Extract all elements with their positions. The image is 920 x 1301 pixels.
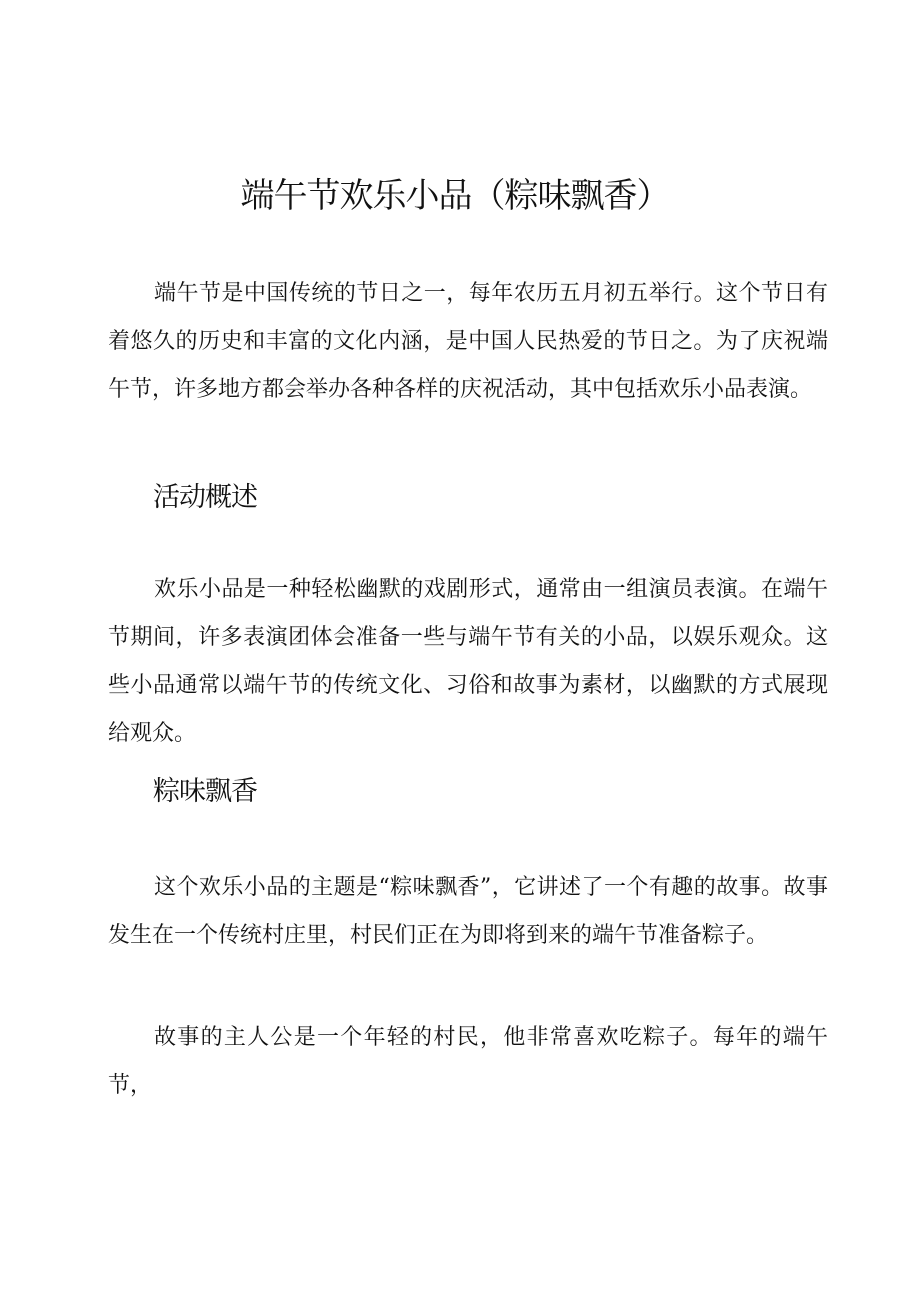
paragraph-overview: 欢乐小品是一种轻松幽默的戏剧形式，通常由一组演员表演。在端午节期间，许多表演团体会准备一些与端午节有关的小品，以娱乐观众。这些小品通常以端午节的传统文化、习俗和故事为素材，以幽默的方式展现给观众。 <box>108 577 828 746</box>
paragraph-intro: 端午节是中国传统的节日之一，每年农历五月初五举行。这个节日有着悠久的历史和丰富的文化内涵，是中国人民热爱的节日之。为了庆祝端午节，许多地方都会举办各种各样的庆祝活动，其中包括欢乐小品表演。 <box>108 281 828 402</box>
paragraph-story-1: 这个欢乐小品的主题是“粽味飘香”，它讲述了一个有趣的故事。故事发生在一个传统村庄里，村民们正在为即将到来的端午节准备粽子。 <box>108 875 828 948</box>
section-heading-zongwei: 粽味飘香 <box>153 776 257 807</box>
section-heading-overview: 活动概述 <box>153 482 257 513</box>
document-title: 端午节欢乐小品（粽味飘香） <box>240 176 670 216</box>
paragraph-story-2: 故事的主人公是一个年轻的村民，他非常喜欢吃粽子。每年的端午节， <box>108 1025 828 1098</box>
